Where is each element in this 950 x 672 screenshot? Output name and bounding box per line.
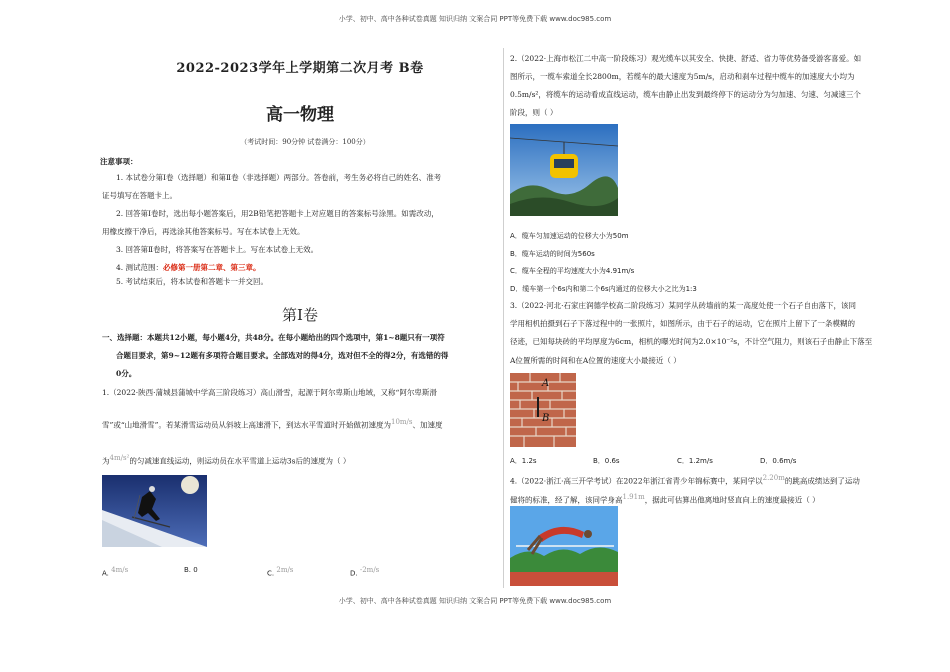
note-2-line-2: 用橡皮擦干净后，再选涂其他答案标号。写在本试卷上无效。 <box>102 227 305 236</box>
q2-line-1: 2.（2022·上海市松江二中高一阶段练习）观光缆车以其安全、快捷、舒适、省力等优势备受游客喜爱。如 <box>510 54 862 63</box>
q4-line-1-a: 4.（2022·浙江·高三开学考试）在2022年浙江省青少年锦标赛中，某同学以 <box>510 476 763 486</box>
note-5: 5. 考试结束后，将本试卷和答题卡一并交回。 <box>116 277 269 286</box>
q1-option-a-value: 4m/s <box>111 566 129 574</box>
q2-line-2: 图所示，一缆车索道全长2800m，若缆车的最大速度为5m/s，启动和刹车过程中缆车的加速度大小均为 <box>510 72 855 81</box>
q1-option-d-value: -2m/s <box>359 566 380 574</box>
page-footer-watermark: 小学、初中、高中各种试卷真题 知识归纳 文案合同 PPT等免费下载 www.doc985.com <box>338 597 612 605</box>
note-4-prefix: 4. 测试范围： <box>116 263 164 272</box>
page-header-watermark: 小学、初中、高中各种试卷真题 知识归纳 文案合同 PPT等免费下载 www.doc985.com <box>338 15 612 23</box>
q1-option-a[interactable] <box>102 566 128 577</box>
q2-line-4: 阶段，则（ ） <box>510 108 558 117</box>
exam-title: 2022-2023学年上学期第二次月考 B卷 <box>176 61 424 76</box>
q1-option-a-label: A. <box>102 569 109 578</box>
q4-height-body: 1.91m <box>622 493 645 501</box>
section1-line-1: 一、选择题：本题共12小题，每小题4分，共48分。在每小题给出的四个选项中，第1~8题只有一项符 <box>102 333 445 342</box>
q1-line-3 <box>102 453 350 467</box>
note-4-range: 必修第一册第二章、第三章。 <box>163 263 261 272</box>
note-1-line-2: 证号填写在答题卡上。 <box>102 191 177 200</box>
q1-line-1: 1.（2022·陕西·蒲城县蒲城中学高三阶段练习）高山滑雪，起源于阿尔卑斯山地域，又称“阿尔卑斯滑 <box>102 388 437 397</box>
q1-option-c-label: C. <box>267 569 275 578</box>
brick-wall-figure <box>510 373 576 447</box>
figure-label-a: A <box>542 378 550 389</box>
q1-acc: 4m/s² <box>109 454 130 462</box>
q2-option-c[interactable]: C．缆车全程的平均速度大小为4.91m/s <box>510 267 635 275</box>
skier-image <box>102 475 207 547</box>
q3-option-a[interactable]: A．1.2s <box>510 457 537 465</box>
q1-option-d[interactable] <box>350 566 379 577</box>
q3-line-1: 3.（2022·河北·石家庄润德学校高二阶段练习）某同学从砖墙前的某一高度处使一个石子自由落下，该同 <box>510 301 857 310</box>
q3-option-c[interactable]: C．1.2m/s <box>677 457 713 465</box>
section1-line-3: 0分。 <box>116 369 137 378</box>
q1-line-2 <box>102 417 443 431</box>
q4-height-record: 2.20m <box>762 474 785 482</box>
subject-title: 高一物理 <box>266 105 334 125</box>
note-3: 3. 回答第Ⅱ卷时，将答案写在答题卡上。写在本试卷上无效。 <box>116 245 319 254</box>
q1-line-2-text: 雪”或“山地滑雪”。若某滑雪运动员从斜坡上高速滑下，到达水平雪道时开始做初速度为 <box>102 420 392 430</box>
q3-line-2: 学用相机拍摄到石子下落过程中的一张照片，如图所示，由于石子的运动，它在照片上留下了一条模糊的 <box>510 319 855 328</box>
q1-option-d-label: D. <box>350 569 358 578</box>
note-4 <box>116 262 261 273</box>
q1-line-3-prefix: 为 <box>102 456 110 466</box>
exam-meta: （考试时间：90分钟 试卷满分：100分） <box>240 138 370 146</box>
q2-option-a[interactable]: A．缆车匀加速运动的位移大小为50m <box>510 232 629 240</box>
q1-line-2-end: 、加速度 <box>412 420 443 430</box>
section1-line-2: 合题目要求，第9~12题有多项符合题目要求。全部选对的得4分，选对但不全的得2分，有选错的得 <box>116 351 449 360</box>
q1-option-b-label: B. <box>184 566 192 574</box>
q3-line-4: A位置所需的时间和在A位置的速度大小最接近（ ） <box>510 356 681 365</box>
q1-v0: 10m/s <box>391 418 413 426</box>
column-divider <box>503 48 504 588</box>
q2-line-3: 0.5m/s²，将缆车的运动看成直线运动，缆车由静止出发到最终停下的运动分为匀加速、匀速、匀减速三个 <box>510 90 861 99</box>
q1-line-3-text: 的匀减速直线运动，则运动员在水平雪道上运动3s后的速度为（ ） <box>129 456 351 466</box>
q1-option-c[interactable] <box>267 566 293 577</box>
cable-car-image <box>510 124 618 216</box>
q1-option-b-value: 0 <box>193 566 198 574</box>
q1-option-c-value: 2m/s <box>276 566 294 574</box>
q3-option-b[interactable]: B．0.6s <box>593 457 620 465</box>
q4-line-1-b: 的跳高成绩达到了运动 <box>784 476 860 486</box>
q4-line-2-b: ，据此可估算出他离地时竖直向上的速度最接近（ ） <box>644 495 820 505</box>
q3-line-3: 径迹，已知每块砖的平均厚度为6cm，相机的曝光时间为2.0×10⁻²s，不计空气阻力，则该石子由静止下落至 <box>510 337 873 346</box>
q2-option-d[interactable]: D．缆车第一个6s内和第二个6s内通过的位移大小之比为1:3 <box>510 285 697 293</box>
q3-option-d[interactable]: D．0.6m/s <box>760 457 797 465</box>
q4-line-2 <box>510 492 820 506</box>
high-jump-image <box>510 506 618 586</box>
volume-title: 第Ⅰ卷 <box>282 306 318 324</box>
q2-option-b[interactable]: B．缆车运动的时间为560s <box>510 250 595 258</box>
notes-heading: 注意事项： <box>100 157 138 166</box>
q4-line-2-a: 健将的标准，经了解，该同学身高 <box>510 495 623 505</box>
figure-label-b: B <box>542 413 550 424</box>
note-2-line-1: 2. 回答第Ⅰ卷时，选出每小题答案后，用2B铅笔把答题卡上对应题目的答案标号涂黑。如需改动， <box>116 209 439 218</box>
q1-option-b[interactable] <box>184 566 198 574</box>
q4-line-1 <box>510 473 860 487</box>
note-1-line-1: 1. 本试卷分第Ⅰ卷（选择题）和第Ⅱ卷（非选择题）两部分。答卷前，考生务必将自己的姓名、准考 <box>116 173 442 182</box>
